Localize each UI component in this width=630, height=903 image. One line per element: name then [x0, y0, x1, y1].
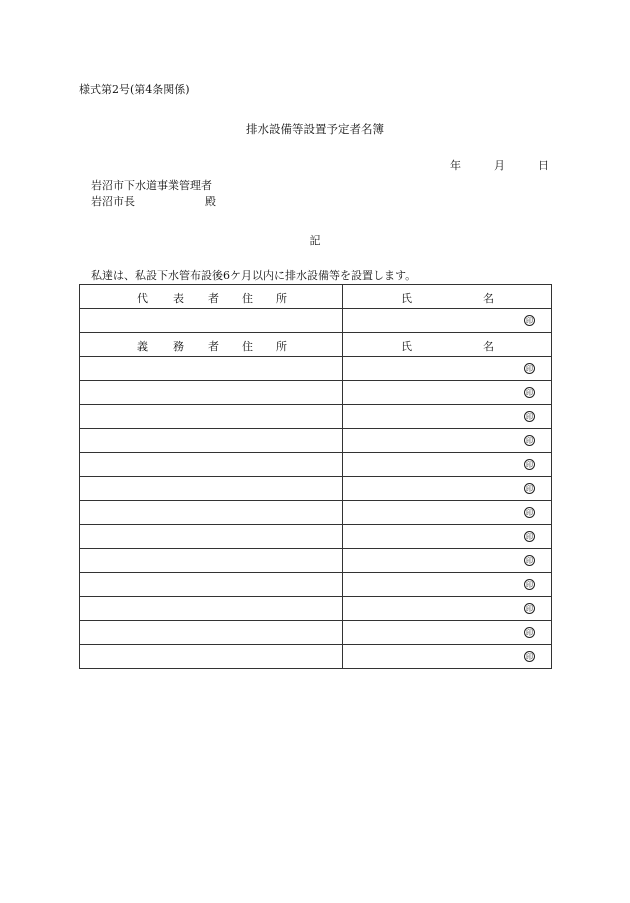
duty-address-cell[interactable]	[80, 621, 343, 645]
duty-name-cell[interactable]	[343, 501, 552, 525]
rep-address-header-char: 住	[242, 292, 253, 305]
duty-address-header-char: 所	[276, 340, 287, 353]
rep-address-header-char: 所	[276, 292, 287, 305]
duty-address-cell[interactable]	[80, 453, 343, 477]
duty-row	[80, 573, 552, 597]
duty-address-header-char: 義	[137, 340, 148, 353]
duty-row	[80, 453, 552, 477]
duty-row	[80, 405, 552, 429]
duty-name-cell[interactable]	[343, 573, 552, 597]
duty-address-cell[interactable]	[80, 525, 343, 549]
seal-icon: 印	[526, 629, 533, 637]
addressee-line-2: 岩沼市長	[91, 195, 135, 208]
duty-address-cell[interactable]	[80, 405, 343, 429]
addressee-honorific: 殿	[205, 195, 216, 208]
duty-row	[80, 597, 552, 621]
duty-name-cell[interactable]	[343, 453, 552, 477]
duty-row	[80, 477, 552, 501]
duty-name-cell[interactable]	[343, 549, 552, 573]
duty-row	[80, 381, 552, 405]
duty-name-header-char: 氏	[401, 340, 412, 353]
duty-address-cell[interactable]	[80, 357, 343, 381]
seal-icon: 印	[526, 437, 533, 445]
seal-icon: 印	[526, 509, 533, 517]
duty-address-cell[interactable]	[80, 477, 343, 501]
rep-name-header-char: 名	[483, 292, 494, 305]
duty-name-cell[interactable]	[343, 525, 552, 549]
rep-address-cell[interactable]	[80, 309, 343, 333]
duty-row	[80, 645, 552, 669]
duty-address-header-char: 務	[173, 340, 184, 353]
statement-text: 私達は、私設下水管布設後6ケ月以内に排水設備等を設置します。	[91, 269, 417, 282]
duty-address-cell[interactable]	[80, 501, 343, 525]
duty-address-cell[interactable]	[80, 381, 343, 405]
rep-row	[80, 309, 552, 333]
duty-name-cell[interactable]	[343, 621, 552, 645]
form-number: 様式第2号(第4条関係)	[79, 83, 190, 96]
seal-icon: 印	[526, 533, 533, 541]
seal-icon: 印	[526, 557, 533, 565]
seal-icon: 印	[526, 389, 533, 397]
seal-icon: 印	[526, 485, 533, 493]
duty-header-row	[80, 333, 552, 357]
names-table-body	[80, 285, 552, 669]
ki-heading: 記	[309, 234, 321, 247]
duty-name-cell[interactable]	[343, 597, 552, 621]
seal-icon: 印	[526, 317, 533, 325]
duty-address-cell[interactable]	[80, 645, 343, 669]
seal-icon: 印	[526, 581, 533, 589]
date-year-label: 年	[450, 159, 461, 172]
duty-address-cell[interactable]	[80, 429, 343, 453]
rep-name-cell[interactable]	[343, 309, 552, 333]
duty-address-cell[interactable]	[80, 597, 343, 621]
duty-name-cell[interactable]	[343, 645, 552, 669]
duty-name-cell[interactable]	[343, 381, 552, 405]
duty-row	[80, 549, 552, 573]
duty-row	[80, 357, 552, 381]
rep-address-header	[80, 285, 343, 309]
addressee-line-1: 岩沼市下水道事業管理者	[91, 179, 212, 192]
seal-icon: 印	[526, 365, 533, 373]
duty-row	[80, 621, 552, 645]
duty-address-header-char: 者	[208, 340, 219, 353]
rep-address-header-char: 表	[173, 292, 184, 305]
duty-address-cell[interactable]	[80, 573, 343, 597]
date-line	[450, 157, 549, 173]
document-title: 排水設備等設置予定者名簿	[246, 122, 384, 136]
duty-address-header	[80, 333, 343, 357]
duty-name-cell[interactable]	[343, 405, 552, 429]
rep-address-header-char: 代	[137, 292, 148, 305]
seal-icon: 印	[526, 461, 533, 469]
duty-name-cell[interactable]	[343, 429, 552, 453]
duty-row	[80, 429, 552, 453]
date-month-label: 月	[494, 159, 505, 172]
duty-address-header-char: 住	[242, 340, 253, 353]
duty-name-cell[interactable]	[343, 477, 552, 501]
rep-header-row	[80, 285, 552, 309]
rep-name-header	[343, 285, 552, 309]
duty-row	[80, 525, 552, 549]
date-day-label: 日	[538, 159, 549, 172]
names-table	[79, 284, 552, 669]
duty-address-cell[interactable]	[80, 549, 343, 573]
rep-name-header-char: 氏	[401, 292, 412, 305]
seal-icon: 印	[526, 605, 533, 613]
seal-icon: 印	[526, 653, 533, 661]
duty-name-header	[343, 333, 552, 357]
seal-icon: 印	[526, 413, 533, 421]
duty-name-cell[interactable]	[343, 357, 552, 381]
duty-name-header-char: 名	[483, 340, 494, 353]
rep-address-header-char: 者	[208, 292, 219, 305]
duty-row	[80, 501, 552, 525]
